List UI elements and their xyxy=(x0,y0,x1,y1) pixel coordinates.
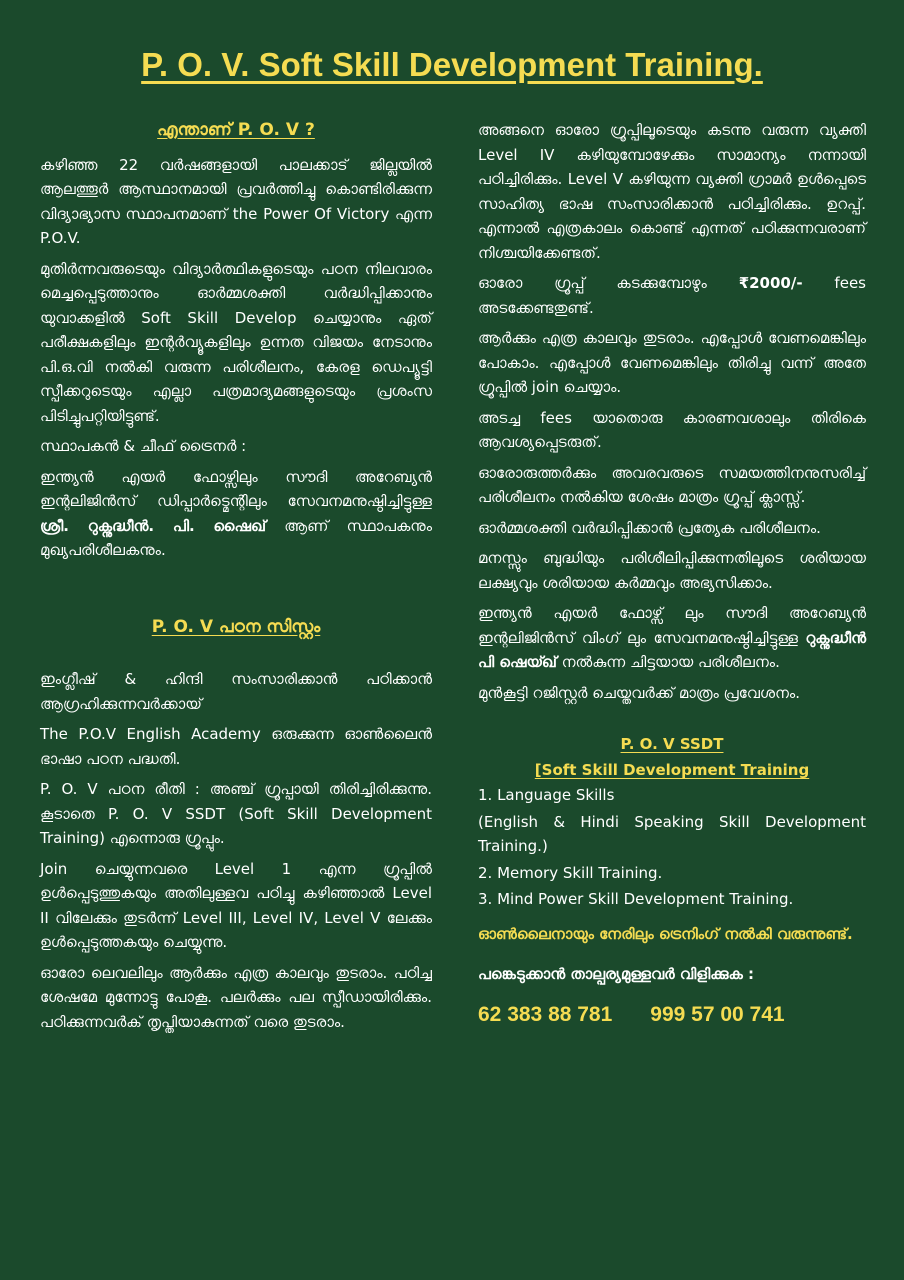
paragraph: ഓരോ ലെവലിലും ആർക്കും എത്ര കാലവും തുടരാം. പഠിച്ച ശേഷമേ മുന്നോട്ടു പോകൂ. പലർക്കും പല സ്പീഡായിരിക്കും. പഠിക്കുന്നവർക് തൃപ്തിയാകുന്നത് വരെ തുടരാം. xyxy=(40,963,432,1031)
paragraph: ആർക്കും എത്ര കാലവും തുടരാം. എപ്പോൾ വേണമെങ്കിലും പോകാം. എപ്പോൾ വേണമെങ്കിലും തിരിച്ചു വന്ന് അതേ ഗ്രൂപ്പിൽ join ചെയ്യാം. xyxy=(478,329,866,396)
paragraph: സ്ഥാപകൻ & ചീഫ് ട്രൈനർ : xyxy=(40,437,247,455)
text: ആണ് സ്ഥാപകനും മുഖ്യപരിശീലകനും. xyxy=(40,516,432,559)
text: നൽകുന്ന ചിട്ടയായ പരിശീലനം. xyxy=(556,653,780,671)
paragraph: മുതിർന്നവരുടെയും വിദ്യാർത്ഥികളുടെയും പഠന നിലവാരം മെച്ചപ്പെടുത്താനും ഓർമ്മശക്തി വർദ്ധിപ്പിക്കാനും യുവാക്കളിൽ Soft Skill Develop ചെയ്യാനും ഏത് പരീക്ഷകളിലും ഇന്റർവ്യൂകളിലും ഉന്നത വിജയം നേടാനും പി.ഒ.വി നൽകി വരുന്ന പരിശീലനം, കേരള ഡെപ്യൂട്ടി സ്പീക്കറുടെയും എല്ലാ പത്രമാദ്യമങ്ങളുടെയും പ്രശംസ പിടിച്ചുപറ്റിയിട്ടുണ്ട്. xyxy=(40,259,432,425)
phone-numbers xyxy=(478,1003,866,1028)
list-item: 3. Mind Power Skill Development Training. xyxy=(478,890,794,908)
trainer-name: റുക്നുദ്ധീൻ പി ഷെയ്ഖ് xyxy=(478,628,866,671)
paragraph: കഴിഞ്ഞ 22 വർഷങ്ങളായി പാലക്കാട് ജില്ലയിൽ ആലത്തൂർ ആസ്ഥാനമായി പ്രവർത്തിച്ചു കൊണ്ടിരിക്കുന്ന വിദ്യാഭ്യാസ സ്ഥാപനമാണ് the Power Of Victory എന്ന P.O.V. xyxy=(40,155,432,247)
founder-name: ശ്രീ. റുക്നുദ്ധീൻ. പി. ഷൈഖ് xyxy=(40,516,266,535)
paragraph: മനസ്സും ബുദ്ധിയും പരിശീലിപ്പിക്കുന്നതിലൂടെ ശരിയായ ലക്ഷ്യവും ശരിയായ കർമ്മവും അഭ്യസിക്കാം. xyxy=(478,549,866,592)
paragraph: അടച്ച fees യാതൊരു കാരണവശാലും തിരികെ ആവശ്യപ്പെടരുത്. xyxy=(478,408,866,451)
phone-number-1[interactable]: 62 383 88 781 xyxy=(478,1002,613,1026)
skills-list xyxy=(478,783,866,912)
section-subheading-ssdt: [Soft Skill Development Training xyxy=(534,761,810,779)
paragraph-founder xyxy=(40,465,432,563)
online-notice: ഓൺലൈനായും നേരിലും ട്രെനിംഗ് നൽകി വരുന്നുണ്ട്. xyxy=(478,924,853,943)
paragraph: P. O. V പഠന രീതി : അഞ്ച് ഗ്രൂപ്പായി തിരിച്ചിരിക്കുന്നു. കൂടാതെ P. O. V SSDT (Soft Skill Development Training) എന്നൊരു ഗ്രൂപ്പും. xyxy=(40,780,432,847)
text: ഓരോ ഗ്രൂപ്പ് കടക്കുമ്പോഴും xyxy=(478,274,739,292)
right-column xyxy=(478,118,866,1027)
text: ഇന്ത്യൻ എയർ ഫോഴ്സിലും സൗദി അറേബ്യൻ ഇന്റലിജിൻസ് ഡിപ്പാർട്മെന്റിലും സേവനമനുഷ്ഠിച്ചിട്ടുള്ള xyxy=(40,467,432,510)
paragraph: Join ചെയ്യുന്നവരെ Level 1 എന്ന ഗ്രൂപ്പിൽ ഉൾപ്പെടുത്തുകയും അതിലുള്ളവ പഠിച്ചു കഴിഞ്ഞാൽ Level II വിലേക്കും തുടർന്ന് Level III, Level IV, Level V ലേക്കും ഉൾപ്പെടുത്തകയും ചെയ്യുന്നു. xyxy=(40,859,432,951)
page-title: P. O. V. Soft Skill Development Training. xyxy=(141,46,763,83)
paragraph: ഇംഗ്ലീഷ് & ഹിന്ദി സംസാരിക്കാൻ പഠിക്കാൻ ആഗ്രഹിക്കുന്നവർക്കായ് xyxy=(40,670,432,713)
list-item: 2. Memory Skill Training. xyxy=(478,863,663,882)
section-heading-ssdt: P. O. V SSDT xyxy=(620,735,724,753)
call-label: പങ്കെടുക്കാൻ താല്പര്യമുള്ളവർ വിളിക്കുക : xyxy=(478,965,755,983)
paragraph: The P.O.V English Academy ഒരുക്കുന്ന ഓൺലൈൻ ഭാഷാ പഠന പദ്ധതി. xyxy=(40,725,432,768)
list-item: 1. Language Skills xyxy=(478,786,615,804)
phone-number-2[interactable]: 999 57 00 741 xyxy=(650,1002,785,1026)
paragraph: ഓർമ്മശക്തി വർദ്ധിപ്പിക്കാൻ പ്രത്യേക പരിശീലനം. xyxy=(478,518,821,537)
list-item: (English & Hindi Speaking Skill Development Training.) xyxy=(478,812,866,855)
left-column xyxy=(40,118,432,1040)
text: fees അടക്കേണ്ടതുണ്ട്. xyxy=(478,274,866,317)
paragraph: ഓരോരുത്തർക്കും അവരവരുടെ സമയത്തിനനുസരിച്ച് പരിശീലനം നൽകിയ ശേഷം മാത്രം ഗ്രൂപ്പ് ക്ലാസ്സ്. xyxy=(478,463,866,506)
section-heading-what-is-pov: എന്താണ് P. O. V ? xyxy=(157,120,315,140)
paragraph-fees xyxy=(478,271,866,320)
fee-amount: ₹2000/- xyxy=(738,274,803,292)
paragraph-trainer xyxy=(478,601,866,675)
section-heading-study-system: P. O. V പഠന സിസ്റ്റം xyxy=(151,616,321,637)
paragraph: മുൻകൂട്ടി റജിസ്റ്റർ ചെയ്തവർക്ക് മാത്രം പ്രവേശനം. xyxy=(478,683,800,702)
paragraph: അങ്ങനെ ഓരോ ഗ്രൂപ്പിലൂടെയും കടന്നു വരുന്ന വ്യക്തി Level IV കഴിയുമ്പോഴേക്കും സാമാന്യം നന്നായി പഠിച്ചിരിക്കും. Level V കഴിയുന്ന വ്യക്തി ഗ്രാമർ ഉൾപ്പെടെ സാഹിത്യ ഭാഷ സംസാരിക്കാൻ പഠിച്ചിരിക്കും. ഉറപ്പ്. എന്നാൽ എത്രകാലം കൊണ്ട് എന്നത് പഠിക്കുന്നവരാണ് നിശ്ചയിക്കേണ്ടത്. xyxy=(478,121,866,262)
text: ഇന്ത്യൻ എയർ ഫോഴ്സ് ലും സൗദി അറേബ്യൻ ഇന്റലിജിൻസ് വിംഗ് ലും സേവനമനുഷ്ഠിച്ചിട്ടുള്ള xyxy=(478,604,866,647)
